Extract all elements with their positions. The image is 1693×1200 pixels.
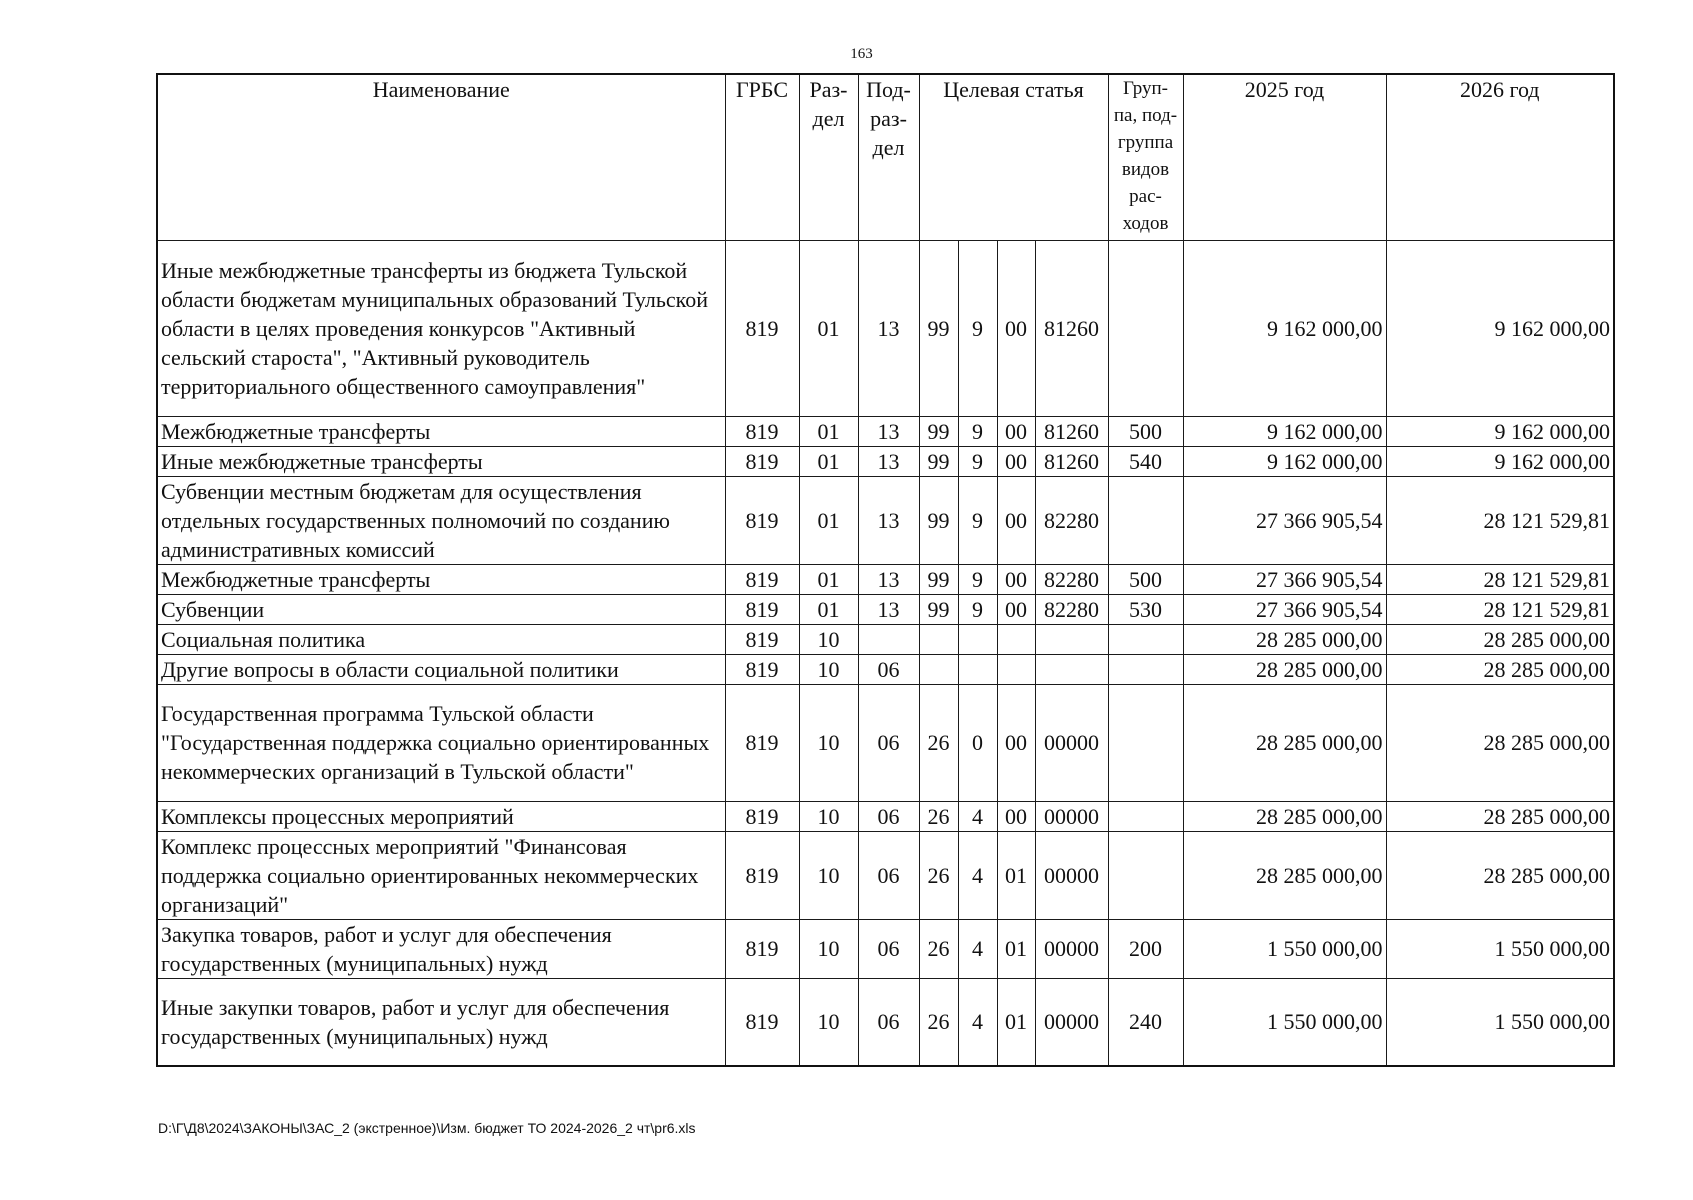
row-target-subprogram: 00 <box>997 240 1035 416</box>
row-razdel: 01 <box>799 476 858 564</box>
row-grbs: 819 <box>725 624 799 654</box>
row-target-subprogram: 00 <box>997 594 1035 624</box>
row-razdel: 10 <box>799 801 858 831</box>
row-target-direction: 00000 <box>1035 684 1108 801</box>
row-podrazdel: 13 <box>858 240 919 416</box>
row-target-direction: 81260 <box>1035 240 1108 416</box>
row-expense-group <box>1108 624 1183 654</box>
row-target-program: 99 <box>919 446 958 476</box>
row-target-direction: 81260 <box>1035 446 1108 476</box>
row-target-direction <box>1035 624 1108 654</box>
row-amount-2026: 9 162 000,00 <box>1386 446 1614 476</box>
row-target-type: 4 <box>958 919 997 978</box>
row-razdel: 10 <box>799 978 858 1066</box>
row-name: Социальная политика <box>157 624 725 654</box>
table-row <box>157 624 1614 654</box>
row-amount-2025: 27 366 905,54 <box>1183 476 1386 564</box>
row-amount-2026: 1 550 000,00 <box>1386 978 1614 1066</box>
row-amount-2026: 9 162 000,00 <box>1386 416 1614 446</box>
row-amount-2026: 28 285 000,00 <box>1386 801 1614 831</box>
row-razdel: 10 <box>799 624 858 654</box>
row-razdel: 10 <box>799 831 858 919</box>
row-amount-2026: 28 285 000,00 <box>1386 654 1614 684</box>
row-expense-group: 500 <box>1108 416 1183 446</box>
row-name: Иные межбюджетные трансферты из бюджета Тульской области бюджетам муниципальных образований Тульской области в целях проведения конкурсов "Активный сельский староста", "Активный руководитель территориального общественного самоуправления" <box>157 240 725 416</box>
row-podrazdel: 06 <box>858 684 919 801</box>
header-expense-group: Груп- па, под- группа видов рас- ходов <box>1108 74 1183 240</box>
row-name: Закупка товаров, работ и услуг для обеспечения государственных (муниципальных) нужд <box>157 919 725 978</box>
row-target-type: 9 <box>958 476 997 564</box>
row-target-subprogram: 00 <box>997 801 1035 831</box>
table-row <box>157 240 1614 416</box>
row-target-direction: 81260 <box>1035 416 1108 446</box>
row-target-program: 99 <box>919 240 958 416</box>
table-row <box>157 416 1614 446</box>
row-razdel: 10 <box>799 919 858 978</box>
row-grbs: 819 <box>725 801 799 831</box>
row-target-direction: 00000 <box>1035 919 1108 978</box>
header-year-2025: 2025 год <box>1183 74 1386 240</box>
header-name: Наименование <box>157 74 725 240</box>
row-name: Комплексы процессных мероприятий <box>157 801 725 831</box>
row-target-type: 4 <box>958 978 997 1066</box>
row-target-type <box>958 654 997 684</box>
row-podrazdel: 13 <box>858 416 919 446</box>
row-expense-group <box>1108 240 1183 416</box>
row-name: Межбюджетные трансферты <box>157 564 725 594</box>
row-target-direction: 00000 <box>1035 801 1108 831</box>
table-body <box>157 240 1614 1066</box>
row-podrazdel <box>858 624 919 654</box>
row-target-program <box>919 654 958 684</box>
row-name: Межбюджетные трансферты <box>157 416 725 446</box>
row-amount-2025: 27 366 905,54 <box>1183 564 1386 594</box>
row-podrazdel: 13 <box>858 564 919 594</box>
header-target-article: Целевая статья <box>919 74 1108 240</box>
row-razdel: 10 <box>799 654 858 684</box>
header-year-2026: 2026 год <box>1386 74 1614 240</box>
row-target-subprogram: 00 <box>997 684 1035 801</box>
row-podrazdel: 13 <box>858 476 919 564</box>
row-target-type: 9 <box>958 446 997 476</box>
row-amount-2025: 28 285 000,00 <box>1183 624 1386 654</box>
header-row <box>157 74 1614 240</box>
header-podrazdel: Под- раз- дел <box>858 74 919 240</box>
row-name: Субвенции местным бюджетам для осуществления отдельных государственных полномочий по созданию административных комиссий <box>157 476 725 564</box>
row-grbs: 819 <box>725 654 799 684</box>
budget-table <box>156 73 1615 1067</box>
row-name: Иные межбюджетные трансферты <box>157 446 725 476</box>
row-target-subprogram <box>997 624 1035 654</box>
table-row <box>157 446 1614 476</box>
row-target-program: 99 <box>919 594 958 624</box>
row-podrazdel: 06 <box>858 801 919 831</box>
footer-file-path: D:\Г\Д8\2024\ЗАКОНЫ\ЗАС_2 (экстренное)\Изм. бюджет ТО 2024-2026_2 чт\pr6.xls <box>158 1120 696 1136</box>
row-target-type: 9 <box>958 564 997 594</box>
row-target-program: 99 <box>919 564 958 594</box>
row-target-subprogram: 00 <box>997 564 1035 594</box>
row-amount-2025: 9 162 000,00 <box>1183 240 1386 416</box>
row-target-subprogram: 00 <box>997 416 1035 446</box>
page-number: 163 <box>850 46 873 62</box>
row-target-subprogram: 00 <box>997 446 1035 476</box>
row-podrazdel: 06 <box>858 978 919 1066</box>
row-razdel: 10 <box>799 684 858 801</box>
table-row <box>157 594 1614 624</box>
row-grbs: 819 <box>725 831 799 919</box>
row-amount-2025: 9 162 000,00 <box>1183 416 1386 446</box>
row-target-program: 26 <box>919 801 958 831</box>
row-target-program: 99 <box>919 416 958 446</box>
row-amount-2026: 9 162 000,00 <box>1386 240 1614 416</box>
row-amount-2025: 28 285 000,00 <box>1183 684 1386 801</box>
row-amount-2025: 1 550 000,00 <box>1183 919 1386 978</box>
row-amount-2025: 9 162 000,00 <box>1183 446 1386 476</box>
row-grbs: 819 <box>725 564 799 594</box>
row-grbs: 819 <box>725 919 799 978</box>
row-expense-group: 540 <box>1108 446 1183 476</box>
row-name: Иные закупки товаров, работ и услуг для обеспечения государственных (муниципальных) нужд <box>157 978 725 1066</box>
row-target-program: 26 <box>919 831 958 919</box>
row-target-program: 26 <box>919 684 958 801</box>
row-target-direction: 00000 <box>1035 978 1108 1066</box>
table-row <box>157 564 1614 594</box>
row-target-type: 9 <box>958 594 997 624</box>
row-target-subprogram: 00 <box>997 476 1035 564</box>
row-expense-group <box>1108 801 1183 831</box>
row-expense-group <box>1108 654 1183 684</box>
row-expense-group: 200 <box>1108 919 1183 978</box>
row-target-subprogram <box>997 654 1035 684</box>
row-grbs: 819 <box>725 446 799 476</box>
row-amount-2025: 1 550 000,00 <box>1183 978 1386 1066</box>
row-podrazdel: 06 <box>858 919 919 978</box>
row-grbs: 819 <box>725 978 799 1066</box>
row-amount-2026: 28 285 000,00 <box>1386 624 1614 654</box>
row-amount-2026: 28 121 529,81 <box>1386 564 1614 594</box>
row-name: Комплекс процессных мероприятий "Финансовая поддержка социально ориентированных некоммерческих организаций" <box>157 831 725 919</box>
row-target-type: 9 <box>958 416 997 446</box>
row-target-direction: 82280 <box>1035 594 1108 624</box>
header-grbs: ГРБС <box>725 74 799 240</box>
row-podrazdel: 06 <box>858 831 919 919</box>
table-row <box>157 831 1614 919</box>
row-target-program <box>919 624 958 654</box>
row-target-program: 99 <box>919 476 958 564</box>
row-target-direction: 00000 <box>1035 831 1108 919</box>
row-amount-2025: 28 285 000,00 <box>1183 831 1386 919</box>
row-grbs: 819 <box>725 594 799 624</box>
row-target-type: 9 <box>958 240 997 416</box>
table-row <box>157 684 1614 801</box>
row-target-subprogram: 01 <box>997 978 1035 1066</box>
row-target-direction <box>1035 654 1108 684</box>
row-name: Субвенции <box>157 594 725 624</box>
row-expense-group <box>1108 684 1183 801</box>
table-row <box>157 801 1614 831</box>
row-expense-group <box>1108 476 1183 564</box>
row-podrazdel: 13 <box>858 594 919 624</box>
table-row <box>157 919 1614 978</box>
row-amount-2026: 28 121 529,81 <box>1386 594 1614 624</box>
row-amount-2025: 28 285 000,00 <box>1183 654 1386 684</box>
row-razdel: 01 <box>799 564 858 594</box>
row-target-direction: 82280 <box>1035 476 1108 564</box>
row-razdel: 01 <box>799 416 858 446</box>
row-amount-2026: 1 550 000,00 <box>1386 919 1614 978</box>
row-expense-group: 240 <box>1108 978 1183 1066</box>
row-amount-2026: 28 285 000,00 <box>1386 684 1614 801</box>
row-expense-group: 530 <box>1108 594 1183 624</box>
row-expense-group <box>1108 831 1183 919</box>
row-grbs: 819 <box>725 476 799 564</box>
row-name: Государственная программа Тульской области "Государственная поддержка социально ориентированных некоммерческих организаций в Тульской области" <box>157 684 725 801</box>
table-row <box>157 654 1614 684</box>
row-podrazdel: 13 <box>858 446 919 476</box>
row-target-direction: 82280 <box>1035 564 1108 594</box>
row-grbs: 819 <box>725 240 799 416</box>
row-target-program: 26 <box>919 919 958 978</box>
row-razdel: 01 <box>799 594 858 624</box>
row-razdel: 01 <box>799 446 858 476</box>
row-amount-2026: 28 121 529,81 <box>1386 476 1614 564</box>
header-razdel: Раз- дел <box>799 74 858 240</box>
row-target-type: 0 <box>958 684 997 801</box>
row-target-subprogram: 01 <box>997 919 1035 978</box>
row-name: Другие вопросы в области социальной политики <box>157 654 725 684</box>
row-razdel: 01 <box>799 240 858 416</box>
row-amount-2026: 28 285 000,00 <box>1386 831 1614 919</box>
row-target-program: 26 <box>919 978 958 1066</box>
row-target-type: 4 <box>958 831 997 919</box>
table-row <box>157 978 1614 1066</box>
row-target-subprogram: 01 <box>997 831 1035 919</box>
row-target-type <box>958 624 997 654</box>
row-amount-2025: 27 366 905,54 <box>1183 594 1386 624</box>
table-row <box>157 476 1614 564</box>
row-amount-2025: 28 285 000,00 <box>1183 801 1386 831</box>
row-podrazdel: 06 <box>858 654 919 684</box>
row-grbs: 819 <box>725 684 799 801</box>
row-target-type: 4 <box>958 801 997 831</box>
row-expense-group: 500 <box>1108 564 1183 594</box>
row-grbs: 819 <box>725 416 799 446</box>
